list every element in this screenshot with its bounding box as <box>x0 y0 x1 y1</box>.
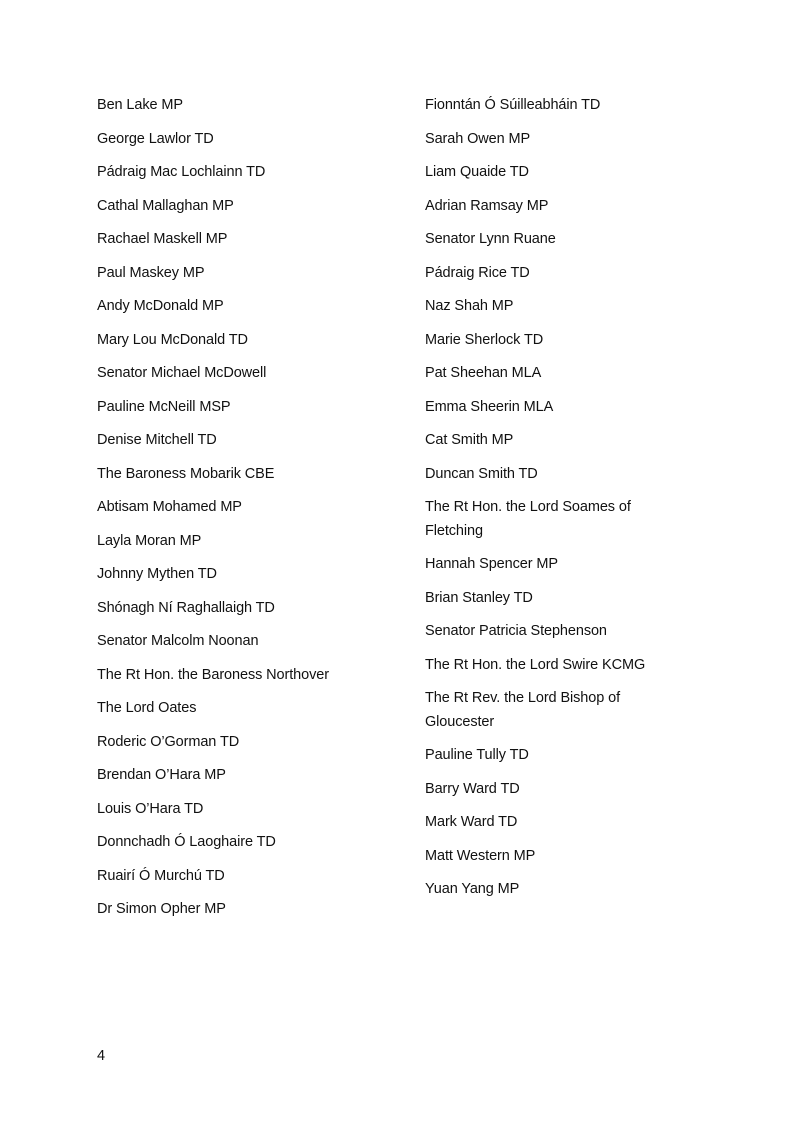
signatory-name: Rachael Maskell MP <box>97 231 228 247</box>
signatory-name: Louis O’Hara TD <box>97 800 204 817</box>
signatory-name: Adrian Ramsay MP <box>425 197 549 214</box>
signatory-name: Hannah Spencer MP <box>425 556 558 572</box>
signatory-name: Dr Simon Opher MP <box>97 901 226 917</box>
signatory-name: Liam Quaide TD <box>425 164 529 180</box>
signatory-name: The Lord Oates <box>97 700 197 716</box>
signatory-name: Senator Patricia Stephenson <box>425 623 607 639</box>
signatories-right-column <box>425 94 665 912</box>
signatory-name: The Rt Rev. the Lord Bishop of Gloucester <box>425 690 621 730</box>
signatory-name: Senator Lynn Ruane <box>425 231 556 247</box>
signatory-name: Fionntán Ó Súilleabháin TD <box>425 97 601 113</box>
signatory-name: Cat Smith MP <box>425 432 514 448</box>
signatory-name: Brendan O’Hara MP <box>97 767 226 783</box>
signatory-name: Pat Sheehan MLA <box>425 365 542 381</box>
signatory-name: Senator Malcolm Noonan <box>97 633 259 649</box>
signatory-name: Mary Lou McDonald TD <box>97 331 248 348</box>
signatory-name: Sarah Owen MP <box>425 130 531 147</box>
signatory-name: Denise Mitchell TD <box>97 432 217 448</box>
signatory-name: Yuan Yang MP <box>425 881 520 897</box>
signatory-name: Andy McDonald MP <box>97 298 224 314</box>
signatory-name: Johnny Mythen TD <box>97 566 217 582</box>
signatory-name: Emma Sheerin MLA <box>425 398 554 415</box>
signatory-name: Layla Moran MP <box>97 532 202 549</box>
signatory-name: Marie Sherlock TD <box>425 331 544 348</box>
signatory-name: The Rt Hon. the Lord Soames of Fletching <box>425 499 631 539</box>
signatory-name: Duncan Smith TD <box>425 465 538 482</box>
signatory-name: Barry Ward TD <box>425 780 520 797</box>
signatory-name: The Baroness Mobarik CBE <box>97 465 275 482</box>
signatory-name: Abtisam Mohamed MP <box>97 499 242 515</box>
signatory-name: Ruairí Ó Murchú TD <box>97 867 225 884</box>
signatory-name: Pauline Tully TD <box>425 747 529 763</box>
signatory-name: Pádraig Rice TD <box>425 264 530 281</box>
signatory-name: Paul Maskey MP <box>97 264 205 281</box>
signatory-name: Cathal Mallaghan MP <box>97 197 234 214</box>
signatory-name: Naz Shah MP <box>425 298 514 314</box>
signatory-name: Mark Ward TD <box>425 814 518 830</box>
signatory-name: Pádraig Mac Lochlainn TD <box>97 164 266 180</box>
signatory-name: The Rt Hon. the Lord Swire KCMG <box>425 656 646 673</box>
page-number: 4 <box>97 1048 106 1064</box>
signatory-name: Senator Michael McDowell <box>97 365 267 381</box>
signatory-name: George Lawlor TD <box>97 130 214 147</box>
signatory-name: The Rt Hon. the Baroness Northover <box>97 666 329 683</box>
signatory-name: Donnchadh Ó Laoghaire TD <box>97 834 276 850</box>
signatory-name: Matt Western MP <box>425 847 536 864</box>
signatory-name: Ben Lake MP <box>97 97 183 113</box>
signatory-name: Shónagh Ní Raghallaigh TD <box>97 599 275 616</box>
signatories-left-column <box>97 94 397 932</box>
signatory-name: Roderic O’Gorman TD <box>97 733 240 750</box>
signatory-name: Pauline McNeill MSP <box>97 398 231 415</box>
signatory-name: Brian Stanley TD <box>425 589 533 606</box>
